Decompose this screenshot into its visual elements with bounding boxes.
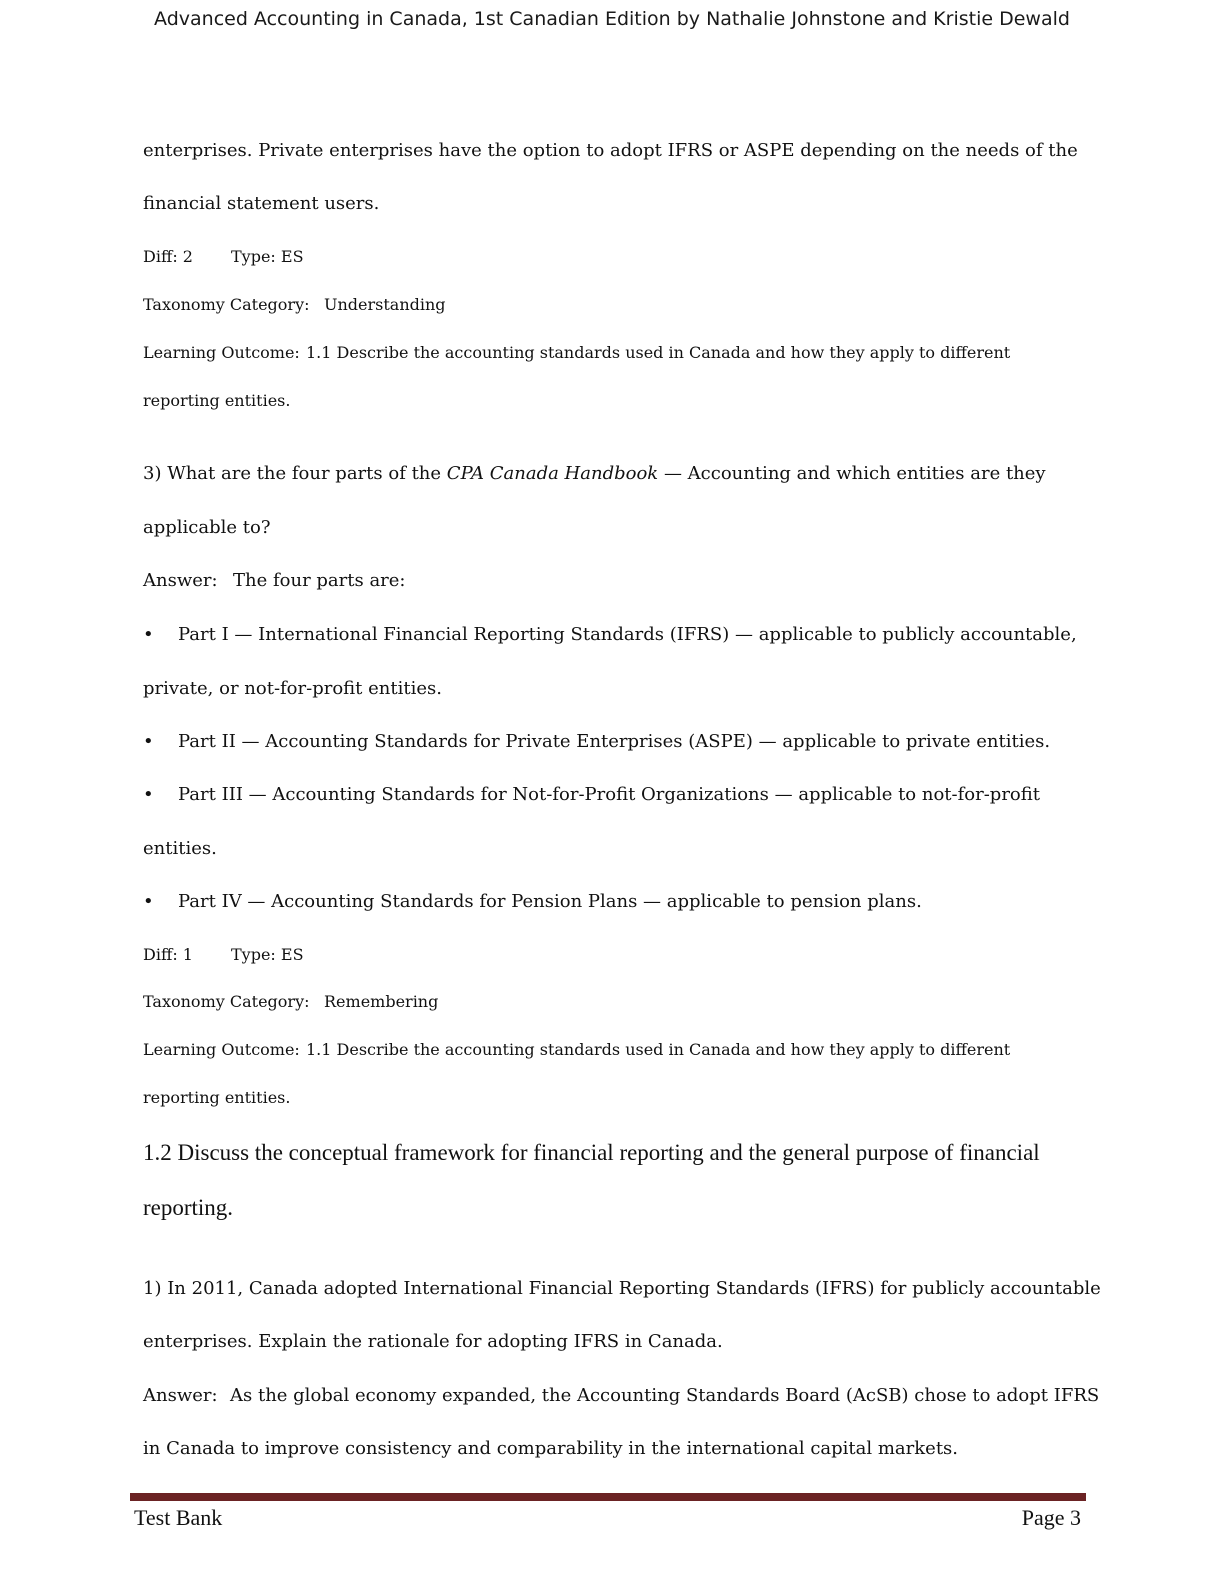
q3-question-suffix: — Accounting and which entities are they [663, 463, 1046, 484]
q3-bullet-1-continued: private, or not-for-profit entities. [143, 678, 442, 699]
running-header: Advanced Accounting in Canada, 1st Canadian Edition by Nathalie Johnstone and Kristie Dewald [154, 8, 1070, 30]
q3-taxonomy-value: Remembering [324, 992, 439, 1011]
bullet-glyph: • [143, 624, 154, 645]
section-heading-line-1: 1.2 Discuss the conceptual framework for financial reporting and the general purpose of financial [143, 1140, 1040, 1165]
q3-outcome-row [143, 1038, 1010, 1062]
q3-taxonomy-row [143, 990, 438, 1014]
q3-type: Type: ES [231, 945, 304, 964]
s2-q1-question-line-1: 1) In 2011, Canada adopted International Financial Reporting Standards (IFRS) for publicly accountable [143, 1278, 1101, 1299]
footer-rule [130, 1493, 1086, 1501]
q3-question-line-2: applicable to? [143, 517, 271, 538]
q3-bullet-3: Part III — Accounting Standards for Not-for-Profit Organizations — applicable to not-for-profit [178, 784, 1040, 805]
q3-bullet-1: Part I — International Financial Reporting Standards (IFRS) — applicable to publicly accountable, [178, 624, 1077, 645]
q3-outcome-line-2: reporting entities. [143, 1088, 291, 1107]
bullet-glyph: • [143, 784, 154, 805]
q3-answer-label: Answer: [143, 570, 218, 591]
s2-q1-question-line-2: enterprises. Explain the rationale for adopting IFRS in Canada. [143, 1331, 723, 1352]
q2-outcome-row [143, 341, 1010, 365]
q2-type: Type: ES [231, 247, 304, 266]
bullet-glyph: • [143, 731, 154, 752]
s2-q1-answer-line-2: in Canada to improve consistency and comparability in the international capital markets. [143, 1438, 959, 1459]
q2-taxonomy-value: Understanding [324, 295, 446, 314]
footer-page-number: Page 3 [1021, 1505, 1081, 1530]
s2-q1-answer-text: As the global economy expanded, the Accounting Standards Board (AcSB) chose to adopt IFRS [230, 1385, 1100, 1406]
q2-taxonomy-label: Taxonomy Category: [143, 295, 310, 314]
q3-answer-row [143, 569, 406, 593]
q3-handbook-title: CPA Canada Handbook [446, 463, 659, 484]
bullet-glyph: • [143, 891, 154, 912]
q2-outcome-line-2: reporting entities. [143, 391, 291, 410]
q2-outcome-label: Learning Outcome: [143, 343, 300, 362]
footer-test-bank: Test Bank [134, 1505, 223, 1530]
q2-outcome-text: 1.1 Describe the accounting standards used in Canada and how they apply to different [306, 343, 1011, 362]
q3-bullet-4: Part IV — Accounting Standards for Pension Plans — applicable to pension plans. [178, 891, 922, 912]
section-heading-line-2: reporting. [143, 1195, 234, 1220]
q3-answer-text: The four parts are: [233, 570, 406, 591]
q3-taxonomy-label: Taxonomy Category: [143, 992, 310, 1011]
s2-q1-answer-row [143, 1384, 1099, 1408]
q3-outcome-label: Learning Outcome: [143, 1040, 300, 1059]
q3-difficulty-row [143, 943, 304, 967]
q3-bullet-3-continued: entities. [143, 838, 217, 859]
q3-difficulty: Diff: 1 [143, 945, 193, 964]
q3-outcome-text: 1.1 Describe the accounting standards used in Canada and how they apply to different [306, 1040, 1011, 1059]
q2-difficulty: Diff: 2 [143, 247, 193, 266]
q3-question-prefix: 3) What are the four parts of the [143, 463, 442, 484]
q3-question-line-1 [143, 462, 1046, 486]
q3-bullet-2: Part II — Accounting Standards for Private Enterprises (ASPE) — applicable to private entities. [178, 731, 1051, 752]
q2-text-line-2: financial statement users. [143, 193, 380, 214]
q2-difficulty-row [143, 245, 304, 269]
q2-taxonomy-row [143, 293, 446, 317]
s2-q1-answer-label: Answer: [143, 1385, 218, 1406]
q2-text-line-1: enterprises. Private enterprises have the option to adopt IFRS or ASPE depending on the needs of the [143, 140, 1078, 161]
